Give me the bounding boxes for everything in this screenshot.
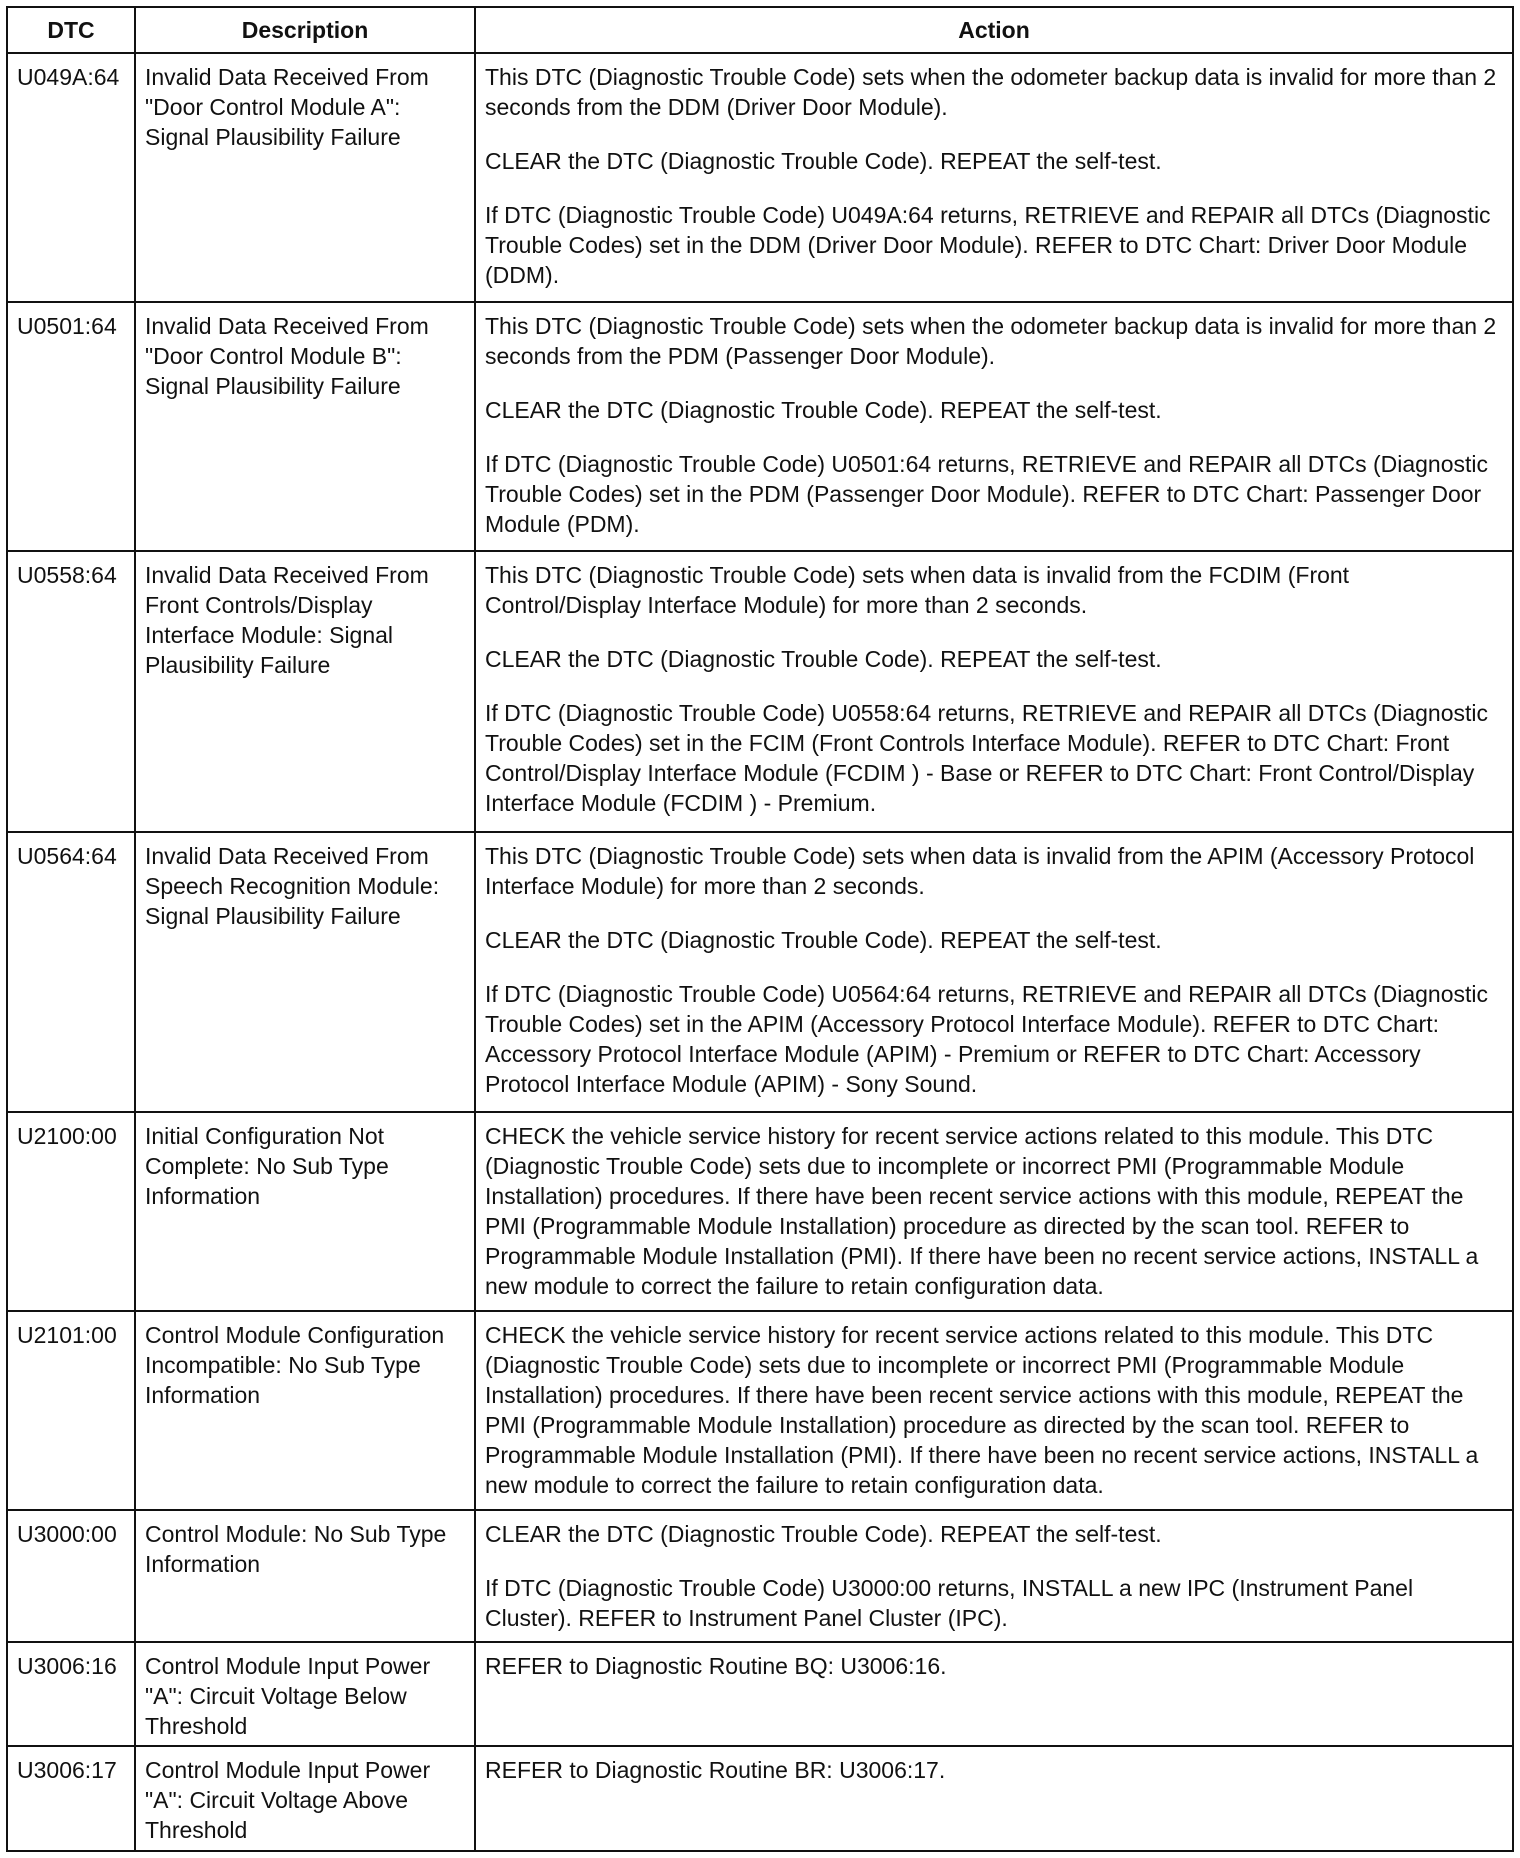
action-paragraph: CHECK the vehicle service history for recent service actions related to this module. This DTC (Diagnostic Trouble Code) sets due to incomplete or incorrect PMI (Programmable Module Installation) procedures. If there have been recent service actions with this module, REPEAT the PMI (Programmable Module Installation) procedure as directed by the scan tool. REFER to Programmable Module Installation (PMI). If there have been no recent service actions, INSTALL a new module to correct the failure to retain configuration data. (485, 1123, 1479, 1300)
dtc-code: U0501:64 (7, 302, 135, 551)
dtc-action (475, 1112, 1513, 1311)
action-paragraph: REFER to Diagnostic Routine BR: U3006:17. (485, 1757, 946, 1784)
action-paragraph: If DTC (Diagnostic Trouble Code) U3000:00 returns, INSTALL a new IPC (Instrument Panel Cluster). REFER to Instrument Panel Cluster (IPC). (485, 1574, 1414, 1631)
dtc-description: Invalid Data Received From Front Controls/Display Interface Module: Signal Plausibility Failure (135, 551, 475, 831)
action-paragraph: If DTC (Diagnostic Trouble Code) U0501:64 returns, RETRIEVE and REPAIR all DTCs (Diagnostic Trouble Codes) set in the PDM (Passenger Door Module). REFER to DTC Chart: Passenger Door Module (PDM). (485, 451, 1489, 538)
dtc-description: Control Module Input Power "A": Circuit Voltage Above Threshold (135, 1746, 475, 1851)
action-paragraph: CHECK the vehicle service history for recent service actions related to this module. This DTC (Diagnostic Trouble Code) sets due to incomplete or incorrect PMI (Programmable Module Installation) procedures. If there have been recent service actions with this module, REPEAT the PMI (Programmable Module Installation) procedure as directed by the scan tool. REFER to Programmable Module Installation (PMI). If there have been no recent service actions, INSTALL a new module to correct the failure to retain configuration data. (485, 1321, 1479, 1498)
dtc-description: Invalid Data Received From "Door Control Module B": Signal Plausibility Failure (135, 302, 475, 551)
action-paragraph: This DTC (Diagnostic Trouble Code) sets when the odometer backup data is invalid for more than 2 seconds from the DDM (Driver Door Module). (485, 64, 1497, 120)
dtc-description: Invalid Data Received From Speech Recognition Module: Signal Plausibility Failure (135, 832, 475, 1112)
dtc-action (475, 832, 1513, 1112)
action-paragraph: CLEAR the DTC (Diagnostic Trouble Code). REPEAT the self-test. (485, 926, 1162, 953)
dtc-code: U2101:00 (7, 1311, 135, 1510)
dtc-description: Control Module Configuration Incompatible: No Sub Type Information (135, 1311, 475, 1510)
action-paragraph: If DTC (Diagnostic Trouble Code) U0564:64 returns, RETRIEVE and REPAIR all DTCs (Diagnostic Trouble Codes) set in the APIM (Accessory Protocol Interface Module). REFER to DTC Chart: Accessory Protocol Interface Module (APIM) - Premium or REFER to DTC Chart: Accessory Protocol Interface Module (APIM) - Sony Sound. (485, 980, 1489, 1097)
dtc-code: U0558:64 (7, 551, 135, 831)
table-row (7, 1311, 1513, 1510)
dtc-code: U3000:00 (7, 1510, 135, 1642)
table-row (7, 551, 1513, 831)
dtc-action (475, 53, 1513, 302)
action-paragraph: CLEAR the DTC (Diagnostic Trouble Code). REPEAT the self-test. (485, 148, 1162, 174)
table-row (7, 53, 1513, 302)
table-row (7, 302, 1513, 551)
dtc-description: Control Module: No Sub Type Information (135, 1510, 475, 1642)
action-paragraph: This DTC (Diagnostic Trouble Code) sets when the odometer backup data is invalid for more than 2 seconds from the PDM (Passenger Door Module). (485, 313, 1497, 370)
dtc-code: U3006:16 (7, 1642, 135, 1747)
table-row (7, 1746, 1513, 1851)
header-action: Action (475, 7, 1513, 53)
table-row (7, 1510, 1513, 1642)
action-paragraph: REFER to Diagnostic Routine BQ: U3006:16. (485, 1652, 947, 1679)
action-paragraph: If DTC (Diagnostic Trouble Code) U0558:64 returns, RETRIEVE and REPAIR all DTCs (Diagnostic Trouble Codes) set in the FCIM (Front Controls Interface Module). REFER to DTC Chart: Front Control/Display Interface Module (FCDIM ) - Base or REFER to DTC Chart: Front Control/Display Interface Module (FCDIM ) - Premium. (485, 700, 1489, 817)
action-paragraph: This DTC (Diagnostic Trouble Code) sets when data is invalid from the APIM (Accessory Protocol Interface Module) for more than 2 seconds. (485, 842, 1475, 899)
table-row (7, 1112, 1513, 1311)
dtc-action (475, 1746, 1513, 1851)
dtc-code: U2100:00 (7, 1112, 135, 1311)
dtc-code: U0564:64 (7, 832, 135, 1112)
action-paragraph: If DTC (Diagnostic Trouble Code) U049A:64 returns, RETRIEVE and REPAIR all DTCs (Diagnostic Trouble Codes) set in the DDM (Driver Door Module). REFER to DTC Chart: Driver Door Module (DDM). (485, 202, 1491, 288)
dtc-table (6, 6, 1514, 1852)
dtc-action (475, 1642, 1513, 1747)
dtc-action (475, 1510, 1513, 1642)
dtc-description: Control Module Input Power "A": Circuit Voltage Below Threshold (135, 1642, 475, 1747)
dtc-action (475, 1311, 1513, 1510)
dtc-description: Invalid Data Received From "Door Control Module A": Signal Plausibility Failure (135, 53, 475, 302)
table-row (7, 1642, 1513, 1747)
dtc-action (475, 302, 1513, 551)
dtc-action (475, 551, 1513, 831)
dtc-code: U049A:64 (7, 53, 135, 302)
dtc-description: Initial Configuration Not Complete: No Sub Type Information (135, 1112, 475, 1311)
action-paragraph: CLEAR the DTC (Diagnostic Trouble Code). REPEAT the self-test. (485, 1520, 1162, 1547)
table-row (7, 832, 1513, 1112)
table-header-row (7, 7, 1513, 53)
table-body (7, 53, 1513, 1851)
action-paragraph: CLEAR the DTC (Diagnostic Trouble Code). REPEAT the self-test. (485, 397, 1162, 424)
header-dtc: DTC (7, 7, 135, 53)
header-description: Description (135, 7, 475, 53)
dtc-code: U3006:17 (7, 1746, 135, 1851)
action-paragraph: CLEAR the DTC (Diagnostic Trouble Code). REPEAT the self-test. (485, 646, 1162, 673)
action-paragraph: This DTC (Diagnostic Trouble Code) sets when data is invalid from the FCDIM (Front Control/Display Interface Module) for more than 2 seconds. (485, 562, 1350, 619)
